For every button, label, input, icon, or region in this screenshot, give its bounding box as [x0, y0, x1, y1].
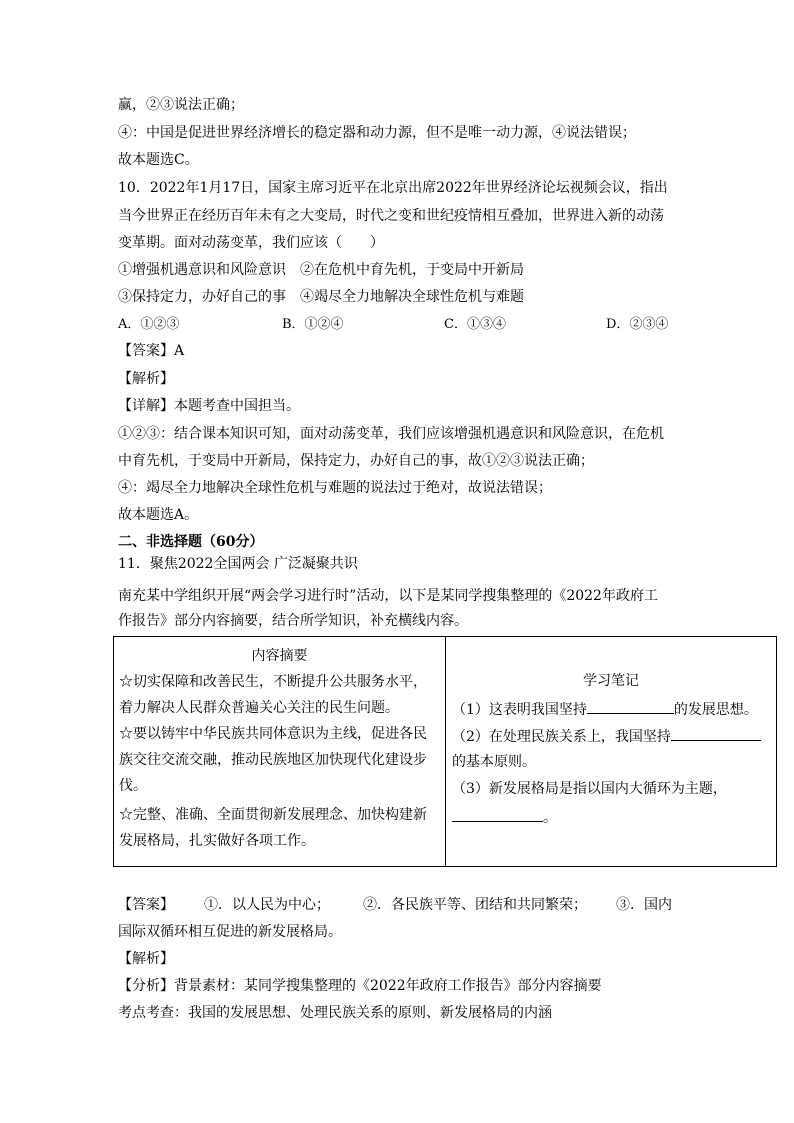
- summary-line: ☆要以铸牢中华民族共同体意识为主线，促进各民: [119, 726, 427, 742]
- note-1: [452, 699, 758, 719]
- text-line: 赢，②③说法正确；: [118, 97, 244, 113]
- answer-2-label: 【答案】: [118, 897, 174, 913]
- note-2: [452, 726, 761, 746]
- analysis-heading: 【解析】: [118, 371, 174, 387]
- summary-line: 发展格局，扎实做好各项工作。: [119, 833, 315, 849]
- summary-line: ☆完整、准确、全面贯彻新发展理念、加快构建新: [119, 807, 427, 823]
- detail-line: ①②③：结合课本知识可知，面对动荡变革，我们应该增强机遇意识和风险意识，在危机: [118, 426, 664, 442]
- summary-table: [113, 636, 777, 867]
- answer-blank: [671, 726, 761, 741]
- note-2-text: （2）在处理民族关系上，我国坚持: [452, 729, 671, 745]
- option-d: D．②③④: [606, 317, 669, 332]
- summary-line: 着力解决人民群众普遍关心关注的民生问题。: [119, 700, 399, 716]
- question-11-intro: 南充某中学组织开展“两会学习进行时”活动，以下是某同学搜集整理的《2022年政府工: [118, 588, 658, 604]
- right-column-header: 学习笔记: [583, 673, 639, 689]
- question-10-line: 变革期。面对动荡变革，我们应该（ ）: [118, 235, 384, 251]
- question-11-intro: 作报告》部分内容摘要，结合所学知识，补充横线内容。: [118, 613, 468, 629]
- detail-line: 中育先机，于变局中开新局，保持定力，办好自己的事，故①②③说法正确；: [118, 453, 594, 469]
- answer-line: 【答案】A: [118, 343, 185, 359]
- note-3: （3）新发展格局是指以国内大循环为主题，: [452, 781, 727, 797]
- option-a: A．①②③: [118, 317, 180, 332]
- summary-line: ☆切实保障和改善民生，不断提升公共服务水平，: [119, 674, 427, 690]
- detail-line: ④：竭尽全力地解决全球性危机与难题的说法过于绝对，故说法错误；: [118, 480, 552, 496]
- left-column-header: 内容摘要: [251, 648, 308, 664]
- statement-line: ③保持定力，办好自己的事 ④竭尽全力地解决全球性危机与难题: [118, 289, 524, 305]
- note-3-end: [452, 807, 557, 827]
- option-c: C．①③④: [444, 317, 506, 332]
- summary-line: 族交往交流交融，推动民族地区加快现代化建设步: [119, 752, 427, 768]
- analysis-heading: 【解析】: [118, 951, 174, 967]
- answer-2-part-3: ③．国内: [616, 897, 672, 913]
- detail-line: 故本题选A。: [118, 507, 199, 523]
- analysis-line: 【分析】背景素材：某同学搜集整理的《2022年政府工作报告》部分内容摘要: [118, 978, 602, 994]
- answer-2-part-2: ②．各民族平等、团结和共同繁荣；: [363, 897, 587, 913]
- section-title: 二、非选择题（60分）: [118, 534, 264, 550]
- summary-line: 伐。: [119, 778, 147, 794]
- answer-blank: [452, 807, 543, 822]
- question-10-line: 当今世界正在经历百年未有之大变局，时代之变和世纪疫情相互叠加，世界进入新的动荡: [118, 208, 664, 224]
- answer-2-part-1: ①．以人民为中心；: [204, 897, 330, 913]
- note-3-period: 。: [543, 810, 557, 826]
- note-1-text: （1）这表明我国坚持: [452, 702, 587, 718]
- detail-line: 【详解】本题考查中国担当。: [118, 398, 300, 414]
- answer-2-line: 国际双循环相互促进的新发展格局。: [118, 924, 342, 940]
- note-1-text-end: 的发展思想。: [673, 702, 758, 718]
- text-line: ④：中国是促进世界经济增长的稳定器和动力源，但不是唯一动力源，④说法错误；: [118, 125, 636, 141]
- option-b: B．①②④: [282, 317, 344, 332]
- note-2-end: 的基本原则。: [452, 754, 536, 770]
- question-11-title: 11．聚焦2022全国两会 广泛凝聚共识: [118, 556, 358, 572]
- answer-blank: [587, 699, 674, 714]
- question-10-line: 10．2022年1月17日，国家主席习近平在北京出席2022年世界经济论坛视频会议，指出: [118, 180, 668, 196]
- analysis-line: 考点考查：我国的发展思想、处理民族关系的原则、新发展格局的内涵: [118, 1005, 552, 1021]
- text-line: 故本题选C。: [118, 152, 199, 168]
- statement-line: ①增强机遇意识和风险意识 ②在危机中育先机，于变局中开新局: [118, 262, 524, 278]
